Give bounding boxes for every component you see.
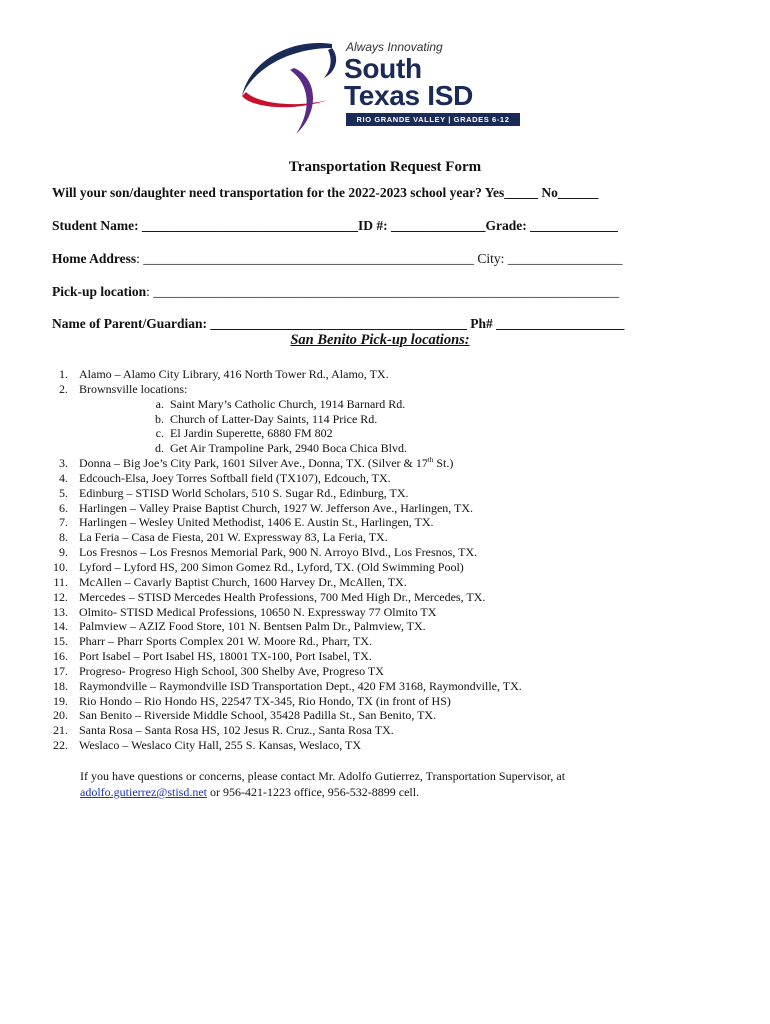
list-item-text: Weslaco – Weslaco City Hall, 255 S. Kansas, Weslaco, TX	[79, 738, 362, 753]
list-item-number: c.	[155, 426, 164, 441]
list-item-number: 2.	[59, 381, 68, 396]
list-item-number: b.	[155, 411, 164, 426]
list-item-text: Brownsville locations:	[79, 381, 188, 396]
list-item-text: Progreso- Progreso High School, 300 Shelby Ave, Progreso TX	[79, 663, 384, 678]
home-address-blank[interactable]: : _________________________________________________ City: _________________	[136, 251, 623, 266]
list-item-number: 1.	[59, 367, 68, 381]
contact-footer	[80, 768, 700, 800]
student-name-line	[52, 218, 618, 234]
list-item-number: 8.	[59, 530, 68, 545]
list-item-text: Lyford – Lyford HS, 200 Simon Gomez Rd., Lyford, TX. (Old Swimming Pool)	[79, 559, 464, 574]
list-item-number: 5.	[59, 485, 68, 500]
list-item-text: Donna – Big Joe’s City Park, 1601 Silver Ave., Donna, TX. (Silver & 17th St.)	[79, 456, 454, 471]
transport-question: Will your son/daughter need transportation for the 2022-2023 school year? Yes_____ No______	[52, 185, 599, 200]
pickup-heading: San Benito Pick-up locations:	[290, 332, 470, 348]
list-item-text: El Jardin Superette, 6880 FM 802	[170, 426, 333, 441]
list-item-text: Church of Latter-Day Saints, 114 Price Rd.	[170, 411, 378, 426]
list-item-text: Santa Rosa – Santa Rosa HS, 102 Jesus R. Cruz., Santa Rosa TX.	[79, 723, 394, 738]
swoosh-icon	[232, 38, 352, 138]
contact-email-link[interactable]: adolfo.gutierrez@stisd.net	[80, 785, 208, 799]
footer-intro: If you have questions or concerns, please contact Mr. Adolfo Gutierrez, Transportation Supervisor, at	[80, 769, 566, 783]
stisd-logo	[232, 38, 532, 138]
form-title: Transportation Request Form	[288, 159, 482, 175]
list-item-number: 18.	[53, 678, 68, 693]
logo-brand-line2: Texas ISD	[344, 80, 474, 111]
logo-brand	[344, 55, 473, 109]
list-item-number: 13.	[53, 604, 68, 619]
footer-phones: or 956-421-1223 office, 956-532-8899 cell.	[207, 785, 420, 799]
list-item-text: Edcouch-Elsa, Joey Torres Softball field (TX107), Edcouch, TX.	[79, 470, 391, 485]
list-item-number: 15.	[53, 634, 68, 649]
list-item-text: Mercedes – STISD Mercedes Health Professions, 700 Med High Dr., Mercedes, TX.	[79, 589, 486, 604]
id-grade-label[interactable]: ID #: ______________Grade: _____________	[358, 218, 618, 233]
list-item-text: Raymondville – Raymondville ISD Transportation Dept., 420 FM 3168, Raymondville, TX.	[79, 678, 522, 693]
list-item-text: Rio Hondo – Rio Hondo HS, 22547 TX-345, Rio Hondo, TX (in front of HS)	[79, 693, 451, 708]
list-item-number: 16.	[53, 649, 68, 664]
list-item-text: Edinburg – STISD World Scholars, 510 S. Sugar Rd., Edinburg, TX.	[79, 485, 409, 500]
list-item-text: Los Fresnos – Los Fresnos Memorial Park, 900 N. Arroyo Blvd., Los Fresnos, TX.	[79, 545, 478, 560]
list-item-number: 10.	[53, 559, 68, 574]
list-item-number: 6.	[59, 500, 68, 515]
pickup-location-blank[interactable]: : _____________________________________________________________________	[146, 284, 620, 299]
student-name-blank[interactable]: : ________________________________	[134, 218, 359, 233]
logo-band: RIO GRANDE VALLEY | GRADES 6-12	[346, 113, 520, 126]
list-item-number: 7.	[59, 515, 68, 530]
home-address-label: Home Address	[52, 251, 137, 266]
list-item-number: 9.	[59, 545, 68, 560]
list-item-number: 19.	[53, 693, 68, 708]
student-name-label: Student Name	[52, 218, 135, 233]
list-item-number: 17.	[53, 663, 68, 678]
list-item-text: McAllen – Cavarly Baptist Church, 1600 Harvey Dr., McAllen, TX.	[79, 574, 407, 589]
list-item-number: 3.	[59, 456, 68, 471]
list-item-number: 11.	[53, 574, 68, 589]
list-item-text: Pharr – Pharr Sports Complex 201 W. Moore Rd., Pharr, TX.	[79, 634, 372, 649]
list-item-number: 20.	[53, 708, 68, 723]
list-item-number: 12.	[53, 589, 68, 604]
list-item-text: Harlingen – Wesley United Methodist, 1406 E. Austin St., Harlingen, TX.	[79, 515, 434, 530]
list-item-number: 4.	[59, 470, 68, 485]
list-item-number: d.	[155, 441, 164, 456]
list-item-number: 21.	[53, 723, 68, 738]
list-item-text: Palmview – AZIZ Food Store, 101 N. Bentsen Palm Dr., Palmview, TX.	[79, 619, 426, 634]
logo-brand-line1: South	[344, 53, 422, 84]
list-item-number: a.	[155, 396, 164, 411]
list-item-text: Alamo – Alamo City Library, 416 North Tower Rd., Alamo, TX.	[79, 367, 389, 381]
list-item-text: Harlingen – Valley Praise Baptist Church, 1927 W. Jefferson Ave., Harlingen, TX.	[79, 500, 474, 515]
list-item-text: La Feria – Casa de Fiesta, 201 W. Expressway 83, La Feria, TX.	[79, 530, 388, 545]
home-address-line	[52, 251, 623, 267]
list-item-text: San Benito – Riverside Middle School, 35428 Padilla St., San Benito, TX.	[79, 708, 437, 723]
pickup-location-label: Pick-up location	[52, 284, 147, 299]
list-item-text: Olmito- STISD Medical Professions, 10650 N. Expressway 77 Olmito TX	[79, 604, 437, 619]
pickup-location-line	[52, 284, 619, 300]
list-item-text: Saint Mary’s Catholic Church, 1914 Barnard Rd.	[170, 396, 406, 411]
list-item-number: 14.	[53, 619, 68, 634]
list-item-number: 22.	[53, 738, 68, 753]
parent-guardian-line[interactable]: Name of Parent/Guardian: ______________________________________ Ph# ___________________	[52, 316, 625, 331]
list-item-text: Port Isabel – Port Isabel HS, 18001 TX-100, Port Isabel, TX.	[79, 649, 372, 664]
list-item-text: Get Air Trampoline Park, 2940 Boca Chica Blvd.	[170, 441, 407, 456]
logo-tagline: Always Innovating	[346, 40, 443, 54]
